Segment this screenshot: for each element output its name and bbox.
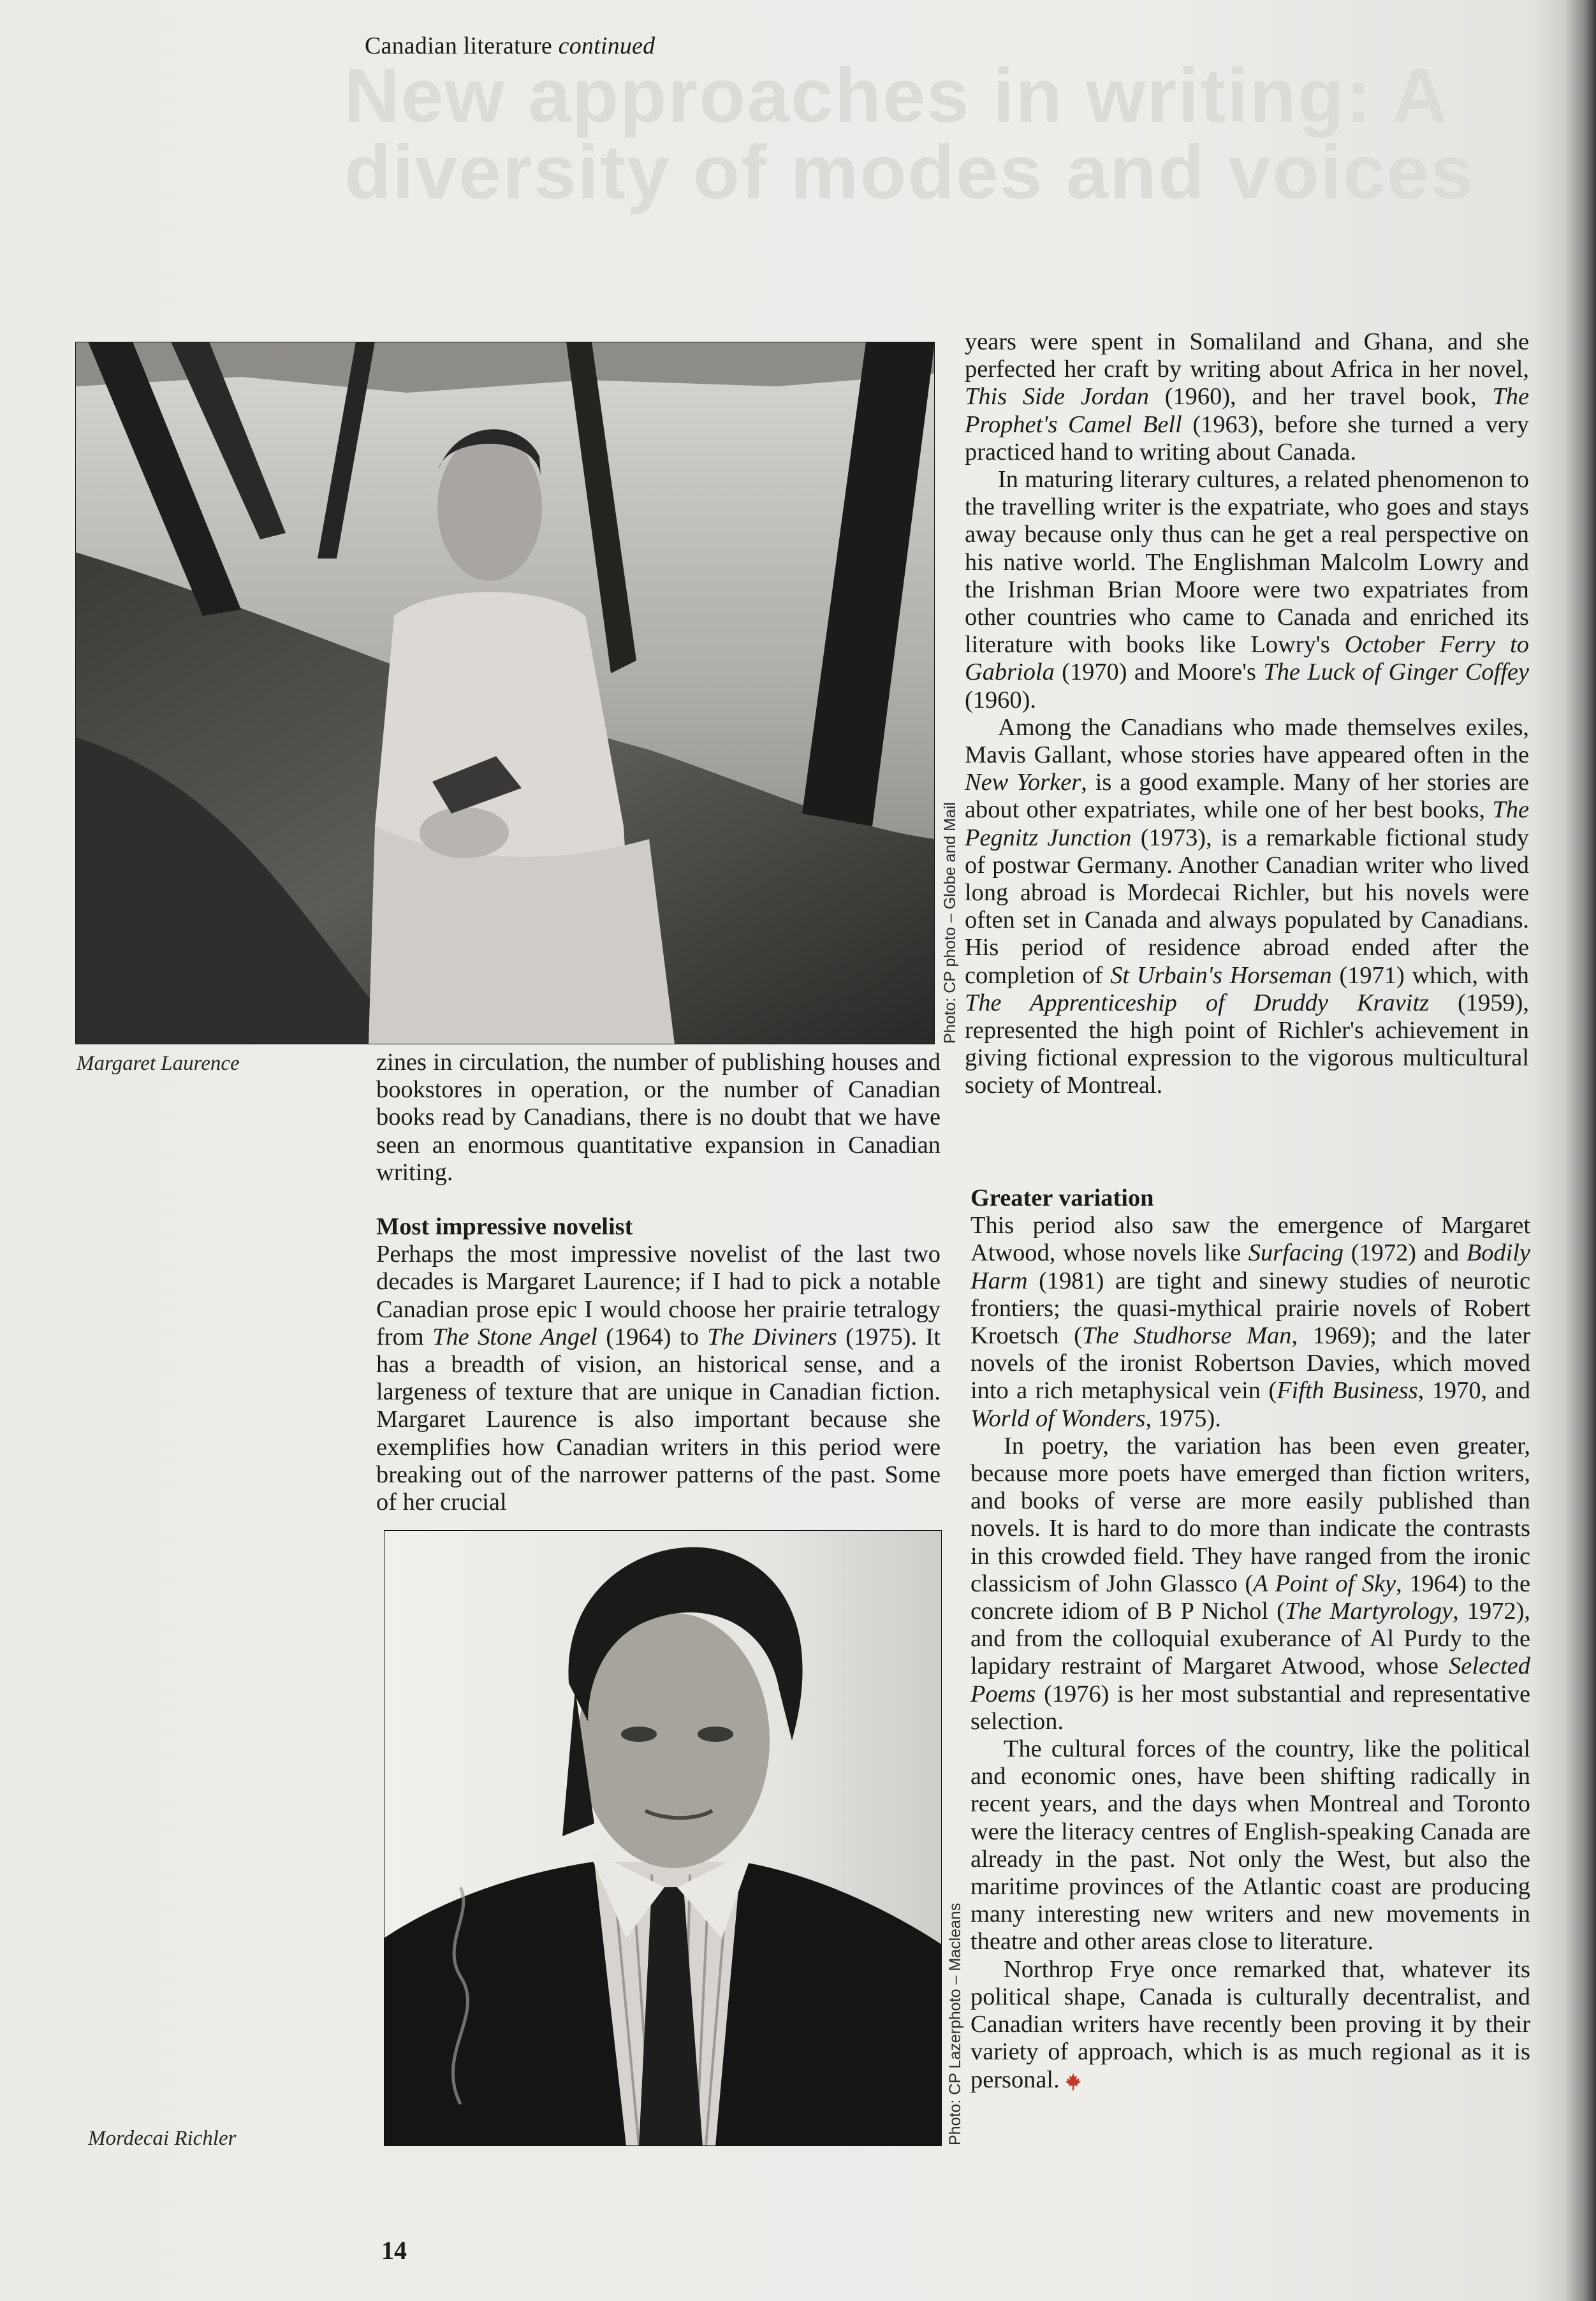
maple-leaf-icon [1064,2072,1083,2091]
photo-credit-laurence: Photo: CP photo – Globe and Mail [941,802,959,1044]
article-column-right-bottom [970,1185,1530,2094]
show-through-title: New approaches in writing: A diversity of modes and voices [344,53,1474,215]
running-head [365,32,655,60]
caption-laurence: Margaret Laurence [77,1052,240,1075]
photo-margaret-laurence [75,342,935,1044]
page-number: 14 [381,2236,407,2265]
photo-mordecai-richler [384,1530,942,2146]
article-column-center [376,1049,941,1516]
caption-richler: Mordecai Richler [88,2127,237,2150]
photo-laurence-image [75,342,935,1044]
paragraph: This period also saw the emergence of Margaret Atwood, whose novels like Surfacing (1972) and Bodily Harm (1981) are tight and sinewy studies of neurotic frontiers; the quasi-mythical prairie novels of Robert Kroetsch (The Studhorse Man, 1969); and the later novels of the ironist Robertson Davies, which moved into a rich metaphysical vein (Fifth Business, 1970, and World of Wonders, 1975). [970,1212,1531,1432]
paragraph: zines in circulation, the number of publishing houses and bookstores in operation, or the number of Canadian books read by Canadians, there is no doubt that we have seen an enormous quantitative expansion in Canadian writing. [376,1049,941,1186]
photo-richler-image [384,1530,942,2146]
paragraph: In maturing literary cultures, a related phenomenon to the travelling writer is the expatriate, who goes and stays away because only thus can he get a real perspective on his native world. The Englishman Malcolm Lowry and the Irishman Brian Moore were two expatriates from other countries who came to Canada and enriched its literature with books like Lowry's October Ferry to Gabriola (1970) and Moore's The Luck of Ginger Coffey (1960). [965,466,1529,713]
paragraph-final: Northrop Frye once remarked that, whatever its political shape, Canada is culturally decentralist, and Canadian writers have recently been proving it by their variety of approach, which is as much regional as it is personal. [970,1955,1530,2093]
paragraph: The cultural forces of the country, like the political and economic ones, have been shifting radically in recent years, and the days when Montreal and Toronto were the literacy centres of English-speaking Canada are already in the past. Not only the West, but also the maritime provinces of the Atlantic coast are producing many interesting new writers and new movements in theatre and other areas close to literature. [970,1735,1530,1955]
paragraph: Among the Canadians who made themselves exiles, Mavis Gallant, whose stories have appeared often in the New Yorker, is a good example. Many of her stories are about other expatriates, while one of her best books, The Pegnitz Junction (1973), is a remarkable fictional study of postwar Germany. Another Canadian writer who lived long abroad is Mordecai Richler, but his novels were often set in Canada and always populated by Canadians. His period of residence abroad ended after the completion of St Urbain's Horseman (1971) which, with The Apprenticeship of Druddy Kravitz (1959), represented the high point of Richler's achievement in giving fictional expression to the vigorous multicultural society of Montreal. [965,713,1529,1099]
photo-credit-richler: Photo: CP Lazerphoto – Macleans [946,1903,964,2145]
article-column-right-top [965,328,1529,1100]
paragraph: In poetry, the variation has been even greater, because more poets have emerged than fiction writers, and books of verse are more easily published than novels. It is hard to do more than indicate the contrasts in this crowded field. They have ranged from the ironic classicism of John Glassco (A Point of Sky, 1964) to the concrete idiom of B P Nichol (The Martyrology, 1972), and from the colloquial exuberance of Al Purdy to the lapidary restraint of Margaret Atwood, whose Selected Poems (1976) is her most substantial and representative selection. [970,1432,1531,1735]
running-head-section: Canadian literature [365,33,552,59]
subheading-most-impressive-novelist: Most impressive novelist [376,1213,633,1241]
subheading-greater-variation: Greater variation [970,1185,1154,1211]
paragraph: years were spent in Somaliland and Ghana, and she perfected her craft by writing about Africa in her novel, This Side Jordan (1960), and her travel book, The Prophet's Camel Bell (1963), before she turned a very practiced hand to writing about Canada. [965,328,1529,465]
running-head-suffix: continued [558,33,655,59]
paragraph: Perhaps the most impressive novelist of the last two decades is Margaret Laurence; if I had to pick a notable Canadian prose epic I would choose her prairie tetralogy from The Stone Angel (1964) to The Diviners (1975). It has a breadth of vision, an historical sense, and a largeness of texture that are unique in Canadian fiction. Margaret Laurence is also important because she exemplifies how Canadian writers in this period were breaking out of the narrower patterns of the past. Some of her crucial [376,1241,941,1516]
